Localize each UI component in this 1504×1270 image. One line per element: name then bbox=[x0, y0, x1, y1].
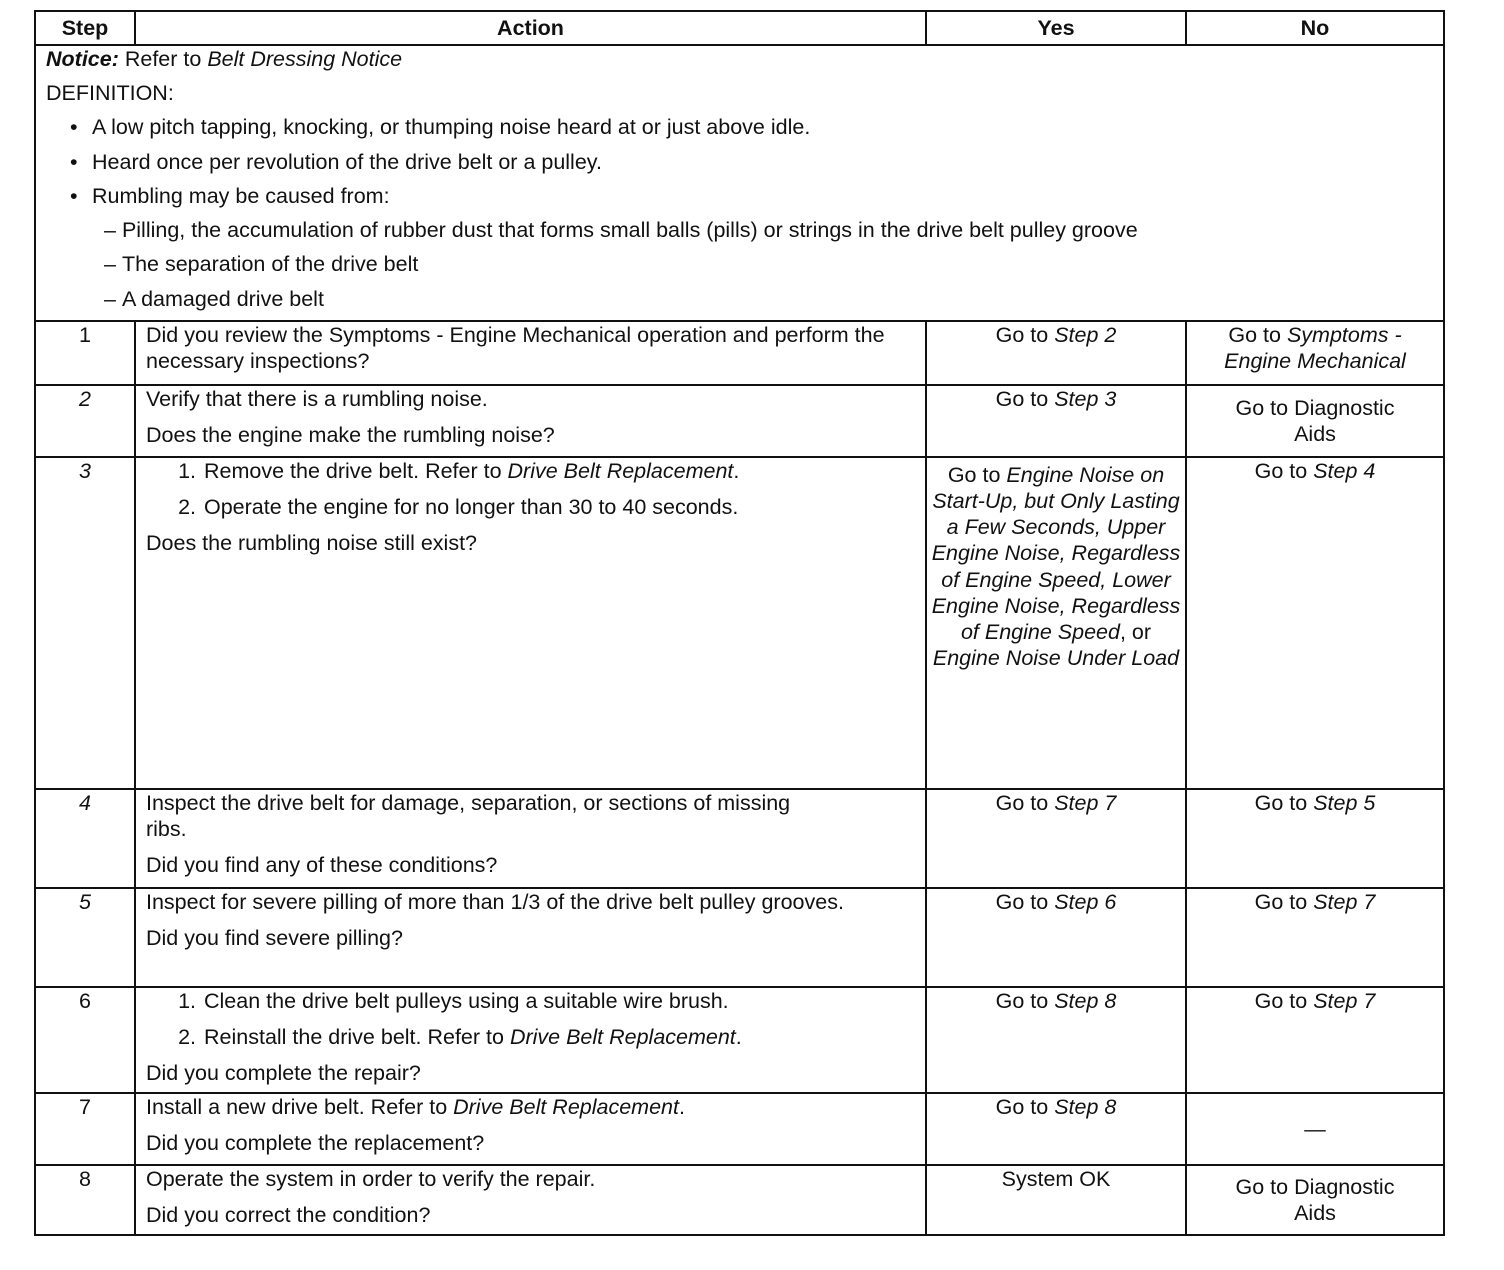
step-number: 3 bbox=[35, 457, 135, 789]
yes-prefix: Go to bbox=[995, 1094, 1055, 1119]
yes-step-ref: Step 8 bbox=[1054, 1094, 1117, 1119]
step-action bbox=[135, 789, 926, 888]
definition-list bbox=[46, 114, 1433, 311]
action-text: Operate the system in order to verify the repair. bbox=[146, 1166, 596, 1191]
yes-cell: System OK bbox=[926, 1165, 1186, 1235]
step-row-7 bbox=[35, 1093, 1444, 1165]
header-yes: Yes bbox=[926, 11, 1186, 45]
action-text: Verify that there is a rumbling noise. bbox=[146, 386, 488, 411]
step-number: 5 bbox=[35, 888, 135, 987]
definition-item-text: Rumbling may be caused from: bbox=[92, 183, 390, 208]
no-cell bbox=[1186, 457, 1444, 789]
yes-cell bbox=[926, 1093, 1186, 1165]
action-question: Does the rumbling noise still exist? bbox=[146, 531, 478, 556]
step-number: 1 bbox=[35, 321, 135, 385]
no-step-ref: Step 5 bbox=[1313, 790, 1376, 815]
notice-line bbox=[46, 46, 1433, 72]
yes-symptom-ref: Engine Noise Under Load bbox=[932, 646, 1180, 671]
cause-item: – A damaged drive belt bbox=[104, 286, 1433, 312]
step-number: 6 bbox=[35, 987, 135, 1093]
step-action bbox=[135, 1165, 926, 1235]
header-row bbox=[35, 11, 1444, 45]
yes-step-ref: Step 8 bbox=[1054, 988, 1117, 1013]
no-cell bbox=[1186, 987, 1444, 1093]
yes-cell bbox=[926, 385, 1186, 457]
action-step: 1. Clean the drive belt pulleys using a suitable wire brush. bbox=[202, 988, 915, 1014]
step-action bbox=[135, 457, 926, 789]
no-cell bbox=[1186, 321, 1444, 385]
action-step-end: . bbox=[735, 1024, 742, 1049]
no-step-ref: Step 4 bbox=[1313, 458, 1376, 483]
notice-row bbox=[35, 45, 1444, 321]
yes-cell bbox=[926, 321, 1186, 385]
step-row-4 bbox=[35, 789, 1444, 888]
yes-step-ref: Step 2 bbox=[1054, 322, 1117, 347]
action-question: Did you find severe pilling? bbox=[146, 925, 403, 950]
yes-step-ref: Step 6 bbox=[1054, 889, 1117, 914]
action-text: Inspect the drive belt for damage, separation, or sections of missing ribs. bbox=[146, 790, 791, 841]
definition-item: • Heard once per revolution of the drive belt or a pulley. bbox=[92, 149, 1433, 175]
no-cell: Go to Diagnostic Aids bbox=[1186, 1165, 1444, 1235]
no-prefix: Go to bbox=[1228, 322, 1287, 347]
action-text bbox=[146, 1094, 915, 1120]
yes-symptom-refs: Engine Noise on Start-Up, but Only Lasting a Few Seconds, Upper Engine Noise, Regardless of Engine Speed, Lower Engine Noise, Regardless of Engine Speed bbox=[931, 462, 1181, 645]
definition-item bbox=[92, 183, 1433, 312]
cause-item: – The separation of the drive belt bbox=[104, 251, 1433, 277]
no-step-ref: Step 7 bbox=[1313, 889, 1376, 914]
action-question: Did you complete the repair? bbox=[146, 1061, 421, 1086]
action-text-end: . bbox=[678, 1094, 685, 1119]
step-action bbox=[135, 385, 926, 457]
no-cell bbox=[1186, 888, 1444, 987]
action-steps bbox=[146, 458, 915, 520]
yes-prefix: Go to bbox=[995, 790, 1055, 815]
yes-conj: , or bbox=[1119, 620, 1152, 645]
notice-cell bbox=[35, 45, 1444, 321]
action-text: Inspect for severe pilling of more than 1/3 of the drive belt pulley grooves. bbox=[146, 889, 844, 914]
step-row-1 bbox=[35, 321, 1444, 385]
action-step-ref: Drive Belt Replacement bbox=[509, 1024, 736, 1049]
yes-prefix: Go to bbox=[995, 889, 1055, 914]
no-cell: — bbox=[1186, 1093, 1444, 1165]
yes-prefix: Go to bbox=[995, 988, 1055, 1013]
step-action bbox=[135, 1093, 926, 1165]
action-steps bbox=[146, 988, 915, 1050]
diagnostic-table bbox=[34, 10, 1445, 1236]
no-cell bbox=[1186, 789, 1444, 888]
yes-prefix: Go to bbox=[947, 462, 1007, 487]
action-step: 2. Operate the engine for no longer than 30 to 40 seconds. bbox=[202, 494, 915, 520]
step-action bbox=[135, 987, 926, 1093]
step-row-8 bbox=[35, 1165, 1444, 1235]
header-step: Step bbox=[35, 11, 135, 45]
yes-cell bbox=[926, 457, 1186, 789]
step-number: 8 bbox=[35, 1165, 135, 1235]
step-row-5 bbox=[35, 888, 1444, 987]
yes-prefix: Go to bbox=[995, 386, 1055, 411]
header-action: Action bbox=[135, 11, 926, 45]
definition-label: DEFINITION: bbox=[46, 81, 174, 106]
action-step bbox=[202, 458, 915, 484]
no-prefix: Go to bbox=[1254, 458, 1314, 483]
step-row-2 bbox=[35, 385, 1444, 457]
step-row-3 bbox=[35, 457, 1444, 789]
no-prefix: Go to bbox=[1254, 790, 1314, 815]
action-step bbox=[202, 1024, 915, 1050]
no-prefix: Go to bbox=[1254, 988, 1314, 1013]
action-text-start: Install a new drive belt. Refer to bbox=[146, 1094, 454, 1119]
step-number: 7 bbox=[35, 1093, 135, 1165]
step-action bbox=[135, 321, 926, 385]
step-action bbox=[135, 888, 926, 987]
no-prefix: Go to bbox=[1254, 889, 1314, 914]
yes-step-ref: Step 7 bbox=[1054, 790, 1117, 815]
step-row-6 bbox=[35, 987, 1444, 1093]
header-no: No bbox=[1186, 11, 1444, 45]
action-question: Did you correct the condition? bbox=[146, 1202, 431, 1227]
notice-label: Notice: bbox=[46, 47, 119, 71]
cause-item: – Pilling, the accumulation of rubber dust that forms small balls (pills) or strings in the drive belt pulley groove bbox=[104, 217, 1433, 243]
no-step-ref: Step 7 bbox=[1313, 988, 1376, 1013]
no-symptoms-ref: Symptoms - Engine Mechanical bbox=[1224, 322, 1406, 373]
action-question: Does the engine make the rumbling noise? bbox=[146, 422, 555, 447]
definition-item: • A low pitch tapping, knocking, or thumping noise heard at or just above idle. bbox=[92, 114, 1433, 140]
action-step-end: . bbox=[733, 458, 740, 483]
yes-step-ref: Step 3 bbox=[1054, 386, 1117, 411]
yes-cell bbox=[926, 789, 1186, 888]
no-cell: Go to Diagnostic Aids bbox=[1186, 385, 1444, 457]
yes-cell bbox=[926, 987, 1186, 1093]
step-number: 4 bbox=[35, 789, 135, 888]
notice-link: Belt Dressing Notice bbox=[207, 47, 403, 71]
step-number: 2 bbox=[35, 385, 135, 457]
action-text: Did you review the Symptoms - Engine Mechanical operation and perform the necessary inspections? bbox=[146, 322, 885, 373]
action-question: Did you find any of these conditions? bbox=[146, 853, 498, 878]
notice-text: Refer to bbox=[118, 47, 208, 71]
cause-list bbox=[92, 217, 1433, 312]
yes-prefix: Go to bbox=[995, 322, 1055, 347]
action-question: Did you complete the replacement? bbox=[146, 1130, 485, 1155]
action-step-text: Remove the drive belt. Refer to bbox=[204, 458, 508, 483]
action-step-text: Reinstall the drive belt. Refer to bbox=[204, 1024, 510, 1049]
yes-cell bbox=[926, 888, 1186, 987]
action-step-ref: Drive Belt Replacement bbox=[507, 458, 734, 483]
action-ref: Drive Belt Replacement bbox=[453, 1094, 679, 1119]
